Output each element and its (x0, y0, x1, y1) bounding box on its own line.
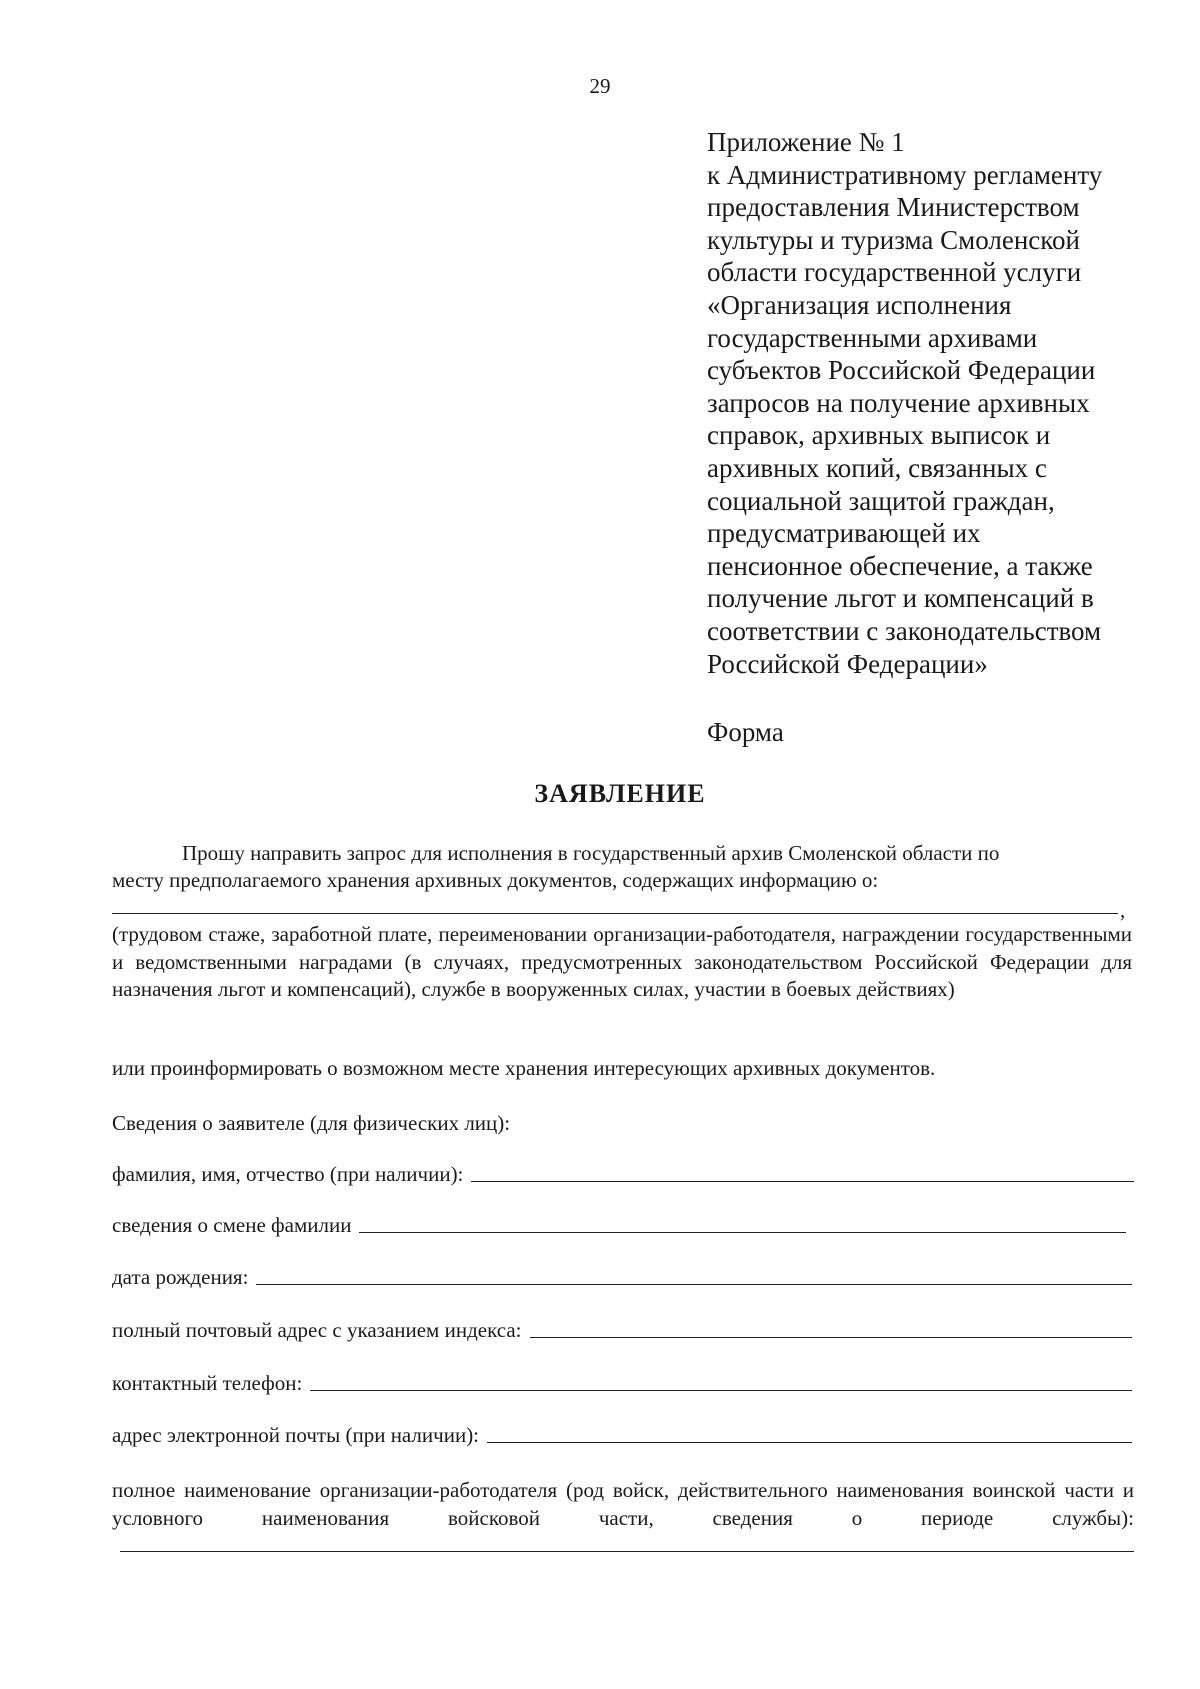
annex-block (707, 126, 1167, 680)
full-name-blank[interactable] (471, 1181, 1134, 1182)
postal-address-field (112, 1318, 1132, 1343)
document-title: ЗАЯВЛЕНИЕ (534, 779, 706, 808)
phone-label: контактный телефон: (112, 1371, 303, 1395)
annex-line: культуры и туризма Смоленской (707, 224, 1080, 255)
email-field (112, 1423, 1132, 1448)
annex-line: архивных копий, связанных с (707, 452, 1047, 483)
applicant-heading: Сведения о заявителе (для физических лиц): (112, 1111, 511, 1135)
annex-line: области государственной услуги (707, 257, 1082, 288)
employer-description: полное наименование организации-работодателя (род войск, действительного наименования воинской части и условного наименования войсковой части, сведения о периоде службы): (112, 1478, 1134, 1530)
info-blank-line[interactable] (112, 913, 1118, 914)
annex-line: предоставления Министерством (707, 192, 1080, 223)
annex-line: социальной защитой граждан, (707, 485, 1055, 516)
email-label: адрес электронной почты (при наличии): (112, 1423, 480, 1447)
name-change-field (112, 1213, 1126, 1238)
intro-line-2: месту предполагаемого хранения архивных документов, содержащих информацию о: (112, 868, 879, 892)
birth-date-blank[interactable] (256, 1284, 1132, 1285)
postal-address-blank[interactable] (530, 1337, 1133, 1338)
name-change-blank[interactable] (359, 1232, 1126, 1233)
info-blank-comma: , (1120, 898, 1126, 922)
or-inform-text: или проинформировать о возможном месте хранения интересующих архивных документов. (112, 1056, 936, 1080)
annex-line: соответствии с законодательством (707, 615, 1102, 646)
birth-date-label: дата рождения: (112, 1265, 249, 1289)
annex-line: запросов на получение архивных (707, 387, 1090, 418)
annex-line: «Организация исполнения (707, 289, 1012, 320)
full-name-field (112, 1162, 1134, 1187)
intro-line-1: Прошу направить запрос для исполнения в государственный архив Смоленской области по (182, 841, 1000, 865)
form-label: Форма (707, 717, 784, 747)
email-blank[interactable] (487, 1442, 1132, 1443)
phone-blank[interactable] (310, 1390, 1132, 1391)
annex-line: к Административному регламенту (707, 159, 1103, 190)
annex-line: Приложение № 1 (707, 127, 905, 157)
birth-date-field (112, 1265, 1132, 1290)
annex-line: субъектов Российской Федерации (707, 355, 1096, 386)
annex-line: получение льгот и компенсаций в (707, 583, 1094, 614)
postal-address-label: полный почтовый адрес с указанием индекса: (112, 1318, 522, 1342)
annex-line: Российской Федерации» (707, 648, 988, 679)
info-note: (трудовом стаже, заработной плате, переименовании организации-работодателя, награждении государственными и ведомственными наградами (в случаях, предусмотренных законодательством Российской Федерации для назначения льгот и компенсаций), службе в вооруженных силах, участии в боевых действиях) (112, 922, 1132, 1001)
intro-paragraph (112, 840, 1132, 894)
annex-line: справок, архивных выписок и (707, 420, 1051, 451)
annex-line: пенсионное обеспечение, а также (707, 550, 1093, 581)
annex-line: предусматривающей их (707, 518, 981, 549)
full-name-label: фамилия, имя, отчество (при наличии): (112, 1162, 464, 1186)
annex-line: государственными архивами (707, 322, 1038, 353)
page-number: 29 (589, 74, 611, 98)
employer-blank[interactable] (120, 1551, 1134, 1552)
name-change-label: сведения о смене фамилии (112, 1213, 352, 1237)
phone-field (112, 1371, 1132, 1396)
